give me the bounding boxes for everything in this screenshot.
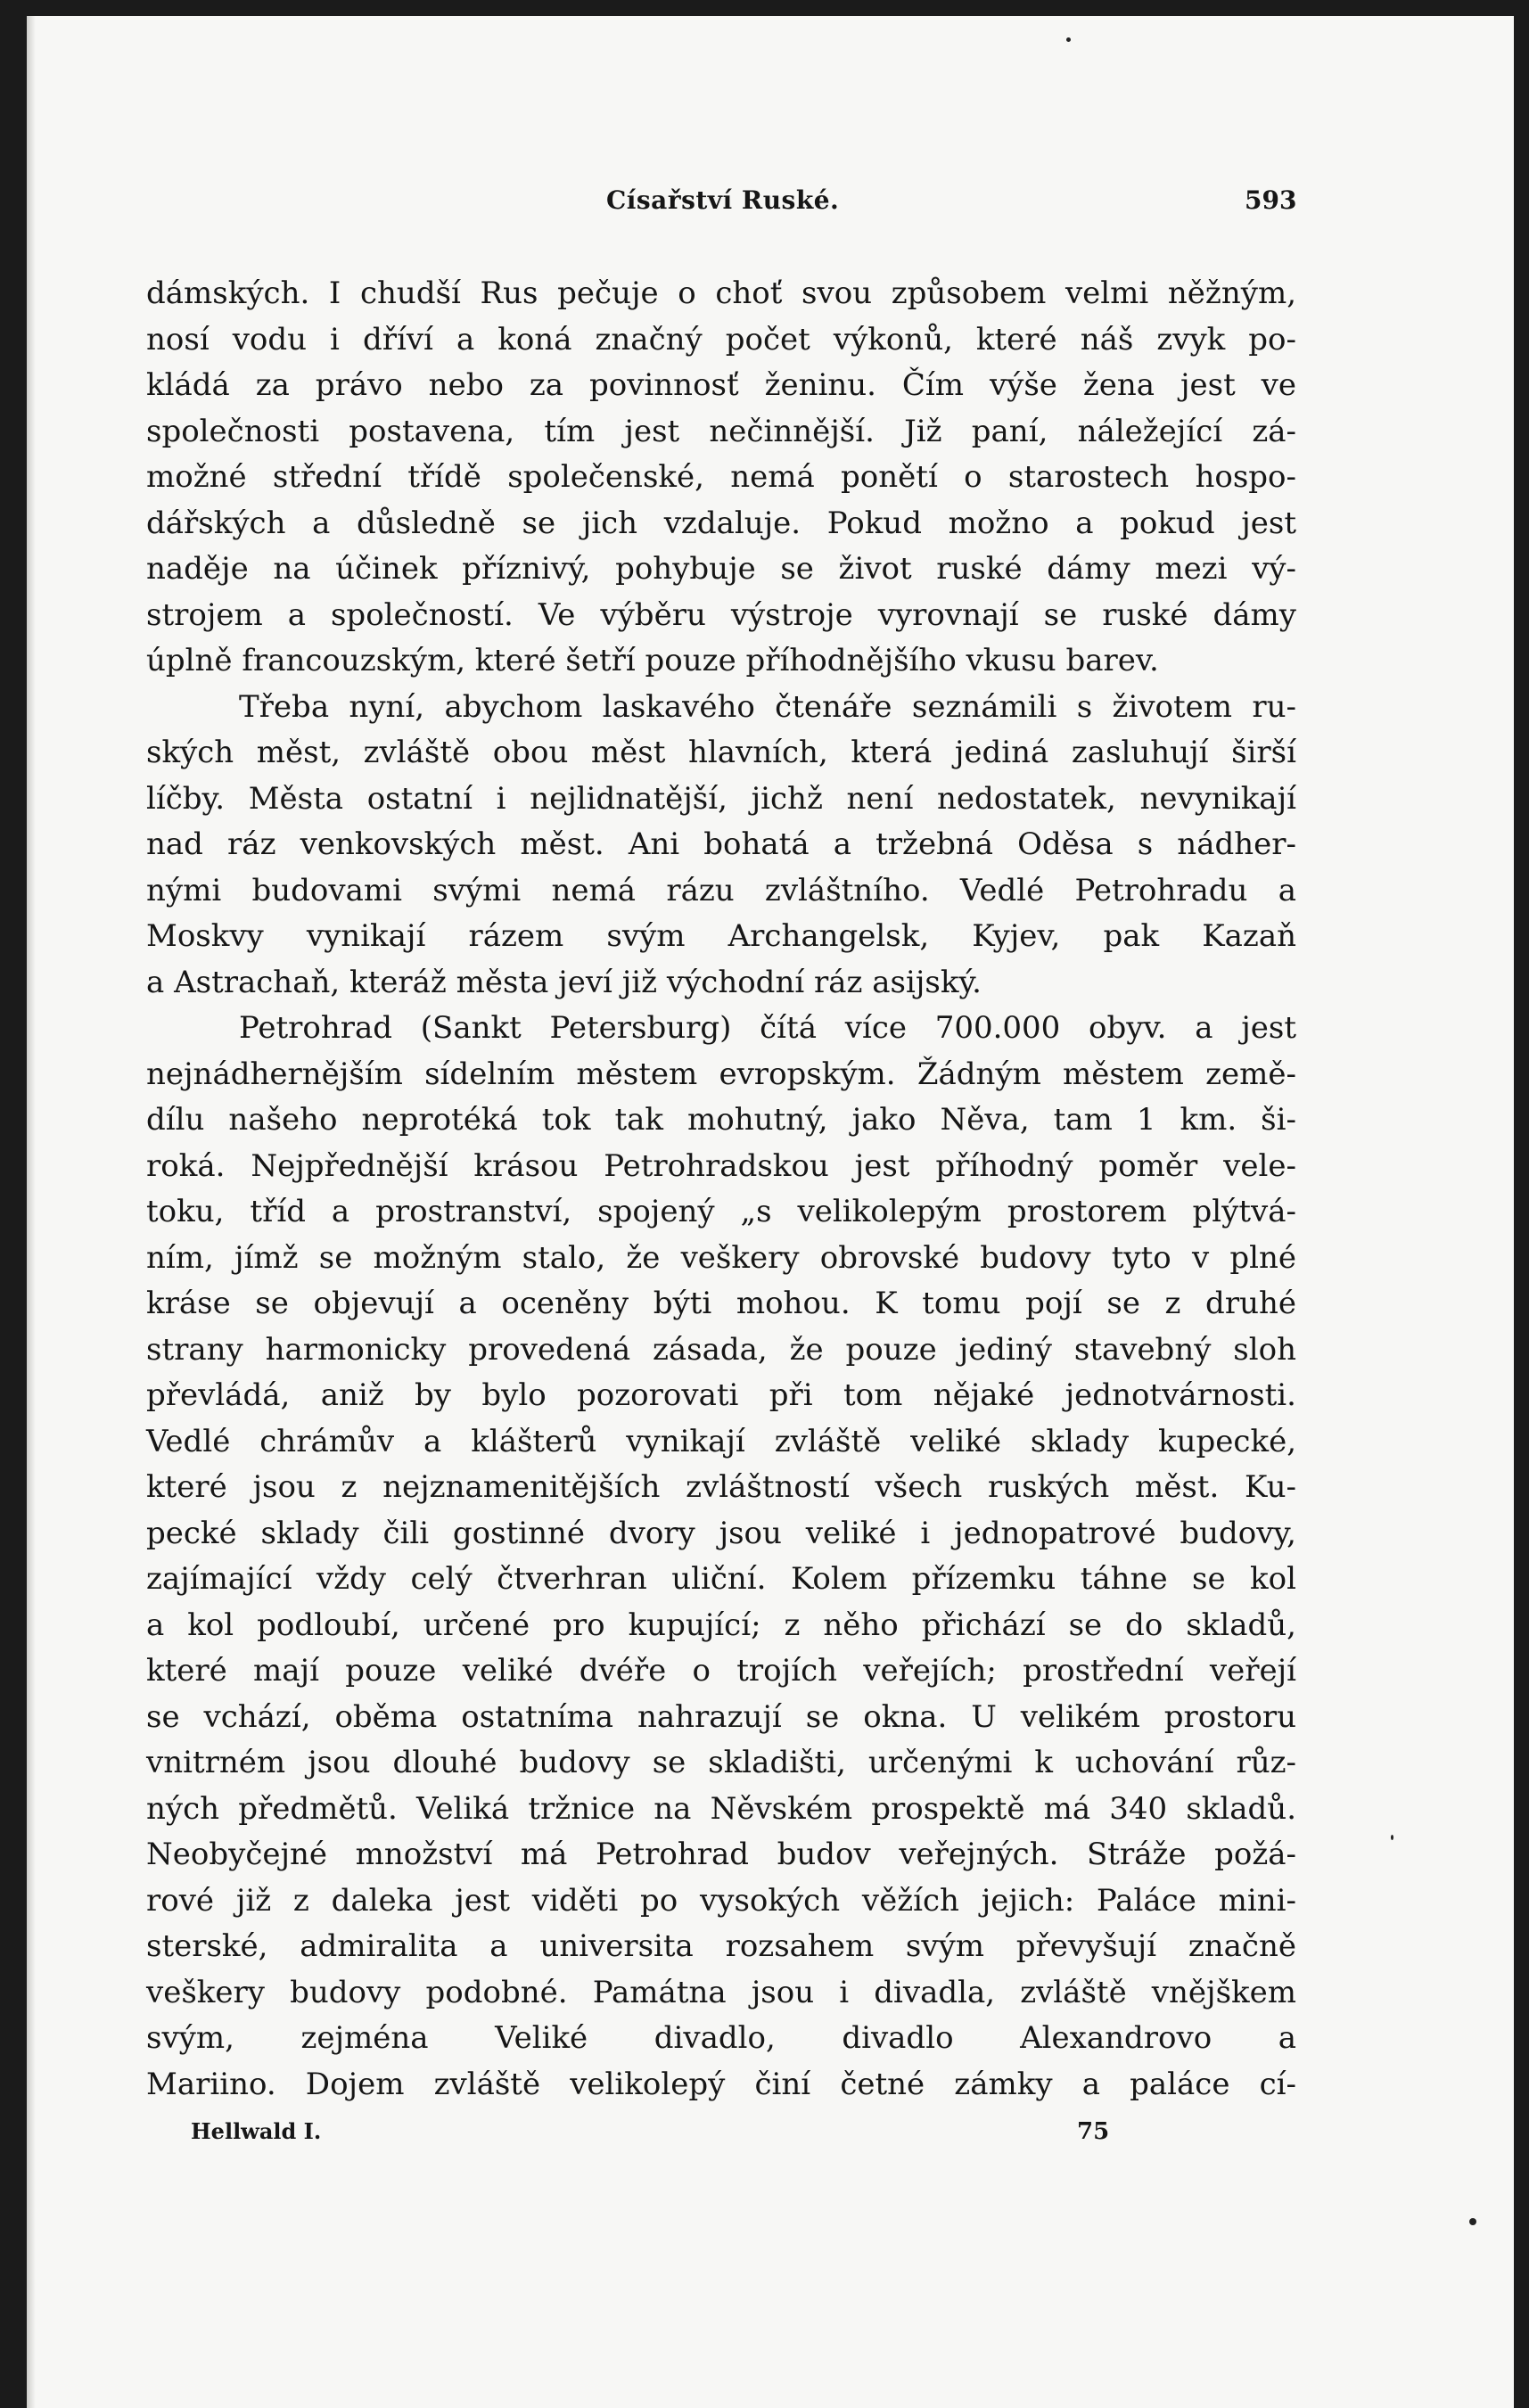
text-line: líčby. Města ostatní i nejlidnatější, jichž není nedostatek, nevynikají bbox=[146, 780, 1296, 817]
text-line: Petrohrad (Sankt Petersburg) čítá více 700.000 obyv. a jest bbox=[239, 1010, 1296, 1046]
text-line: roká. Nejpřednější krásou Petrohradskou jest příhodný poměr vele- bbox=[146, 1147, 1296, 1184]
text-line: toku, tříd a prostranství, spojený „s velikolepým prostorem plýtvá- bbox=[146, 1194, 1296, 1229]
text-line: kráse se objevují a oceněny býti mohou. K tomu pojí se z druhé bbox=[146, 1286, 1296, 1321]
text-line: převládá, aniž by bylo pozorovati při tom nějaké jednotvárnosti. bbox=[146, 1377, 1296, 1413]
page-footer bbox=[27, 2118, 1514, 2154]
text-line: rové již z daleka jest viděti po vysokých věžích jejich: Paláce mini- bbox=[146, 1882, 1296, 1919]
text-line: nejnádhernějším sídelním městem evropským. Žádným městem země- bbox=[146, 1056, 1296, 1092]
body-text bbox=[146, 271, 1296, 2108]
text-line: a Astrachaň, kteráž města jeví již východní ráz asijský. bbox=[146, 964, 982, 1000]
ink-speck bbox=[1469, 2218, 1476, 2225]
printer-signature: Hellwald I. bbox=[191, 2118, 322, 2144]
text-line: společnosti postavena, tím jest nečinnější. Již paní, náležející zá- bbox=[146, 413, 1296, 449]
text-line: svým, zejména Veliké divadlo, divadlo Alexandrovo a bbox=[146, 2020, 1296, 2056]
text-line: dámských. I chudší Rus pečuje o choť svou způsobem velmi něžným, bbox=[146, 275, 1296, 311]
page-number: 593 bbox=[1245, 185, 1297, 215]
ink-speck bbox=[1391, 1835, 1393, 1840]
running-title: Císařství Ruské. bbox=[606, 185, 840, 215]
text-line: možné střední třídě společenské, nemá ponětí o starostech hospo- bbox=[146, 459, 1296, 495]
text-line: sterské, admiralita a universita rozsahem svým převyšují značně bbox=[146, 1928, 1296, 1964]
text-line: Mariino. Dojem zvláště velikolepý činí četné zámky a paláce cí- bbox=[146, 2066, 1296, 2102]
text-line: strojem a společností. Ve výběru výstroje vyrovnají se ruské dámy bbox=[146, 596, 1296, 633]
text-line: nými budovami svými nemá rázu zvláštního. Vedlé Petrohradu a bbox=[146, 872, 1296, 908]
text-line: které mají pouze veliké dvéře o trojích veřejích; prostřední veřejí bbox=[146, 1653, 1296, 1689]
text-line: kládá za právo nebo za povinnosť ženinu. Čím výše žena jest ve bbox=[146, 367, 1296, 403]
text-line: nosí vodu i dříví a koná značný počet výkonů, které náš zvyk po- bbox=[146, 321, 1296, 358]
text-line: ných předmětů. Veliká tržnice na Něvském prospektě má 340 skladů. bbox=[146, 1790, 1296, 1827]
text-line: naděje na účinek příznivý, pohybuje se život ruské dámy mezi vý- bbox=[146, 551, 1296, 587]
text-line: Neobyčejné množství má Petrohrad budov veřejných. Stráže požá- bbox=[146, 1837, 1296, 1872]
page-header bbox=[27, 185, 1514, 221]
sheet-number: 75 bbox=[1077, 2118, 1110, 2145]
text-line: které jsou z nejznamenitějších zvláštností všech ruských měst. Ku- bbox=[146, 1469, 1296, 1505]
text-line: ním, jímž se možným stalo, že veškery obrovské budovy tyto v plné bbox=[146, 1239, 1296, 1276]
text-line: strany harmonicky provedená zásada, že pouze jediný stavebný sloh bbox=[146, 1331, 1296, 1368]
text-line: Moskvy vynikají rázem svým Archangelsk, Kyjev, pak Kazaň bbox=[146, 918, 1296, 954]
text-line: vnitrném jsou dlouhé budovy se skladišti, určenými k uchování růz- bbox=[146, 1745, 1296, 1780]
text-line: dářských a důsledně se jich vzdaluje. Pokud možno a pokud jest bbox=[146, 505, 1296, 541]
text-line: ských měst, zvláště obou měst hlavních, která jediná zasluhují širší bbox=[146, 735, 1296, 770]
ink-speck bbox=[1066, 37, 1071, 42]
text-line: pecké sklady čili gostinné dvory jsou veliké i jednopatrové budovy, bbox=[146, 1515, 1296, 1551]
page-spine-shadow bbox=[27, 16, 36, 2408]
text-line: veškery budovy podobné. Památna jsou i divadla, zvláště vnějškem bbox=[146, 1974, 1296, 2010]
book-page bbox=[27, 16, 1514, 2408]
text-line: Třeba nyní, abychom laskavého čtenáře seznámili s životem ru- bbox=[239, 688, 1296, 725]
text-line: nad ráz venkovských měst. Ani bohatá a tržebná Oděsa s nádher- bbox=[146, 826, 1296, 862]
text-line: se vchází, oběma ostatníma nahrazují se okna. U velikém prostoru bbox=[146, 1698, 1296, 1735]
text-line: úplně francouzským, které šetří pouze příhodnějšího vkusu barev. bbox=[146, 643, 1159, 678]
text-line: dílu našeho neprotéká tok tak mohutný, jako Něva, tam 1 km. ši- bbox=[146, 1102, 1296, 1138]
text-line: zajímající vždy celý čtverhran uliční. Kolem přízemku táhne se kol bbox=[146, 1561, 1296, 1597]
text-line: Vedlé chrámův a klášterů vynikají zvláště veliké sklady kupecké, bbox=[146, 1423, 1296, 1459]
text-line: a kol podloubí, určené pro kupující; z něho přichází se do skladů, bbox=[146, 1607, 1296, 1643]
